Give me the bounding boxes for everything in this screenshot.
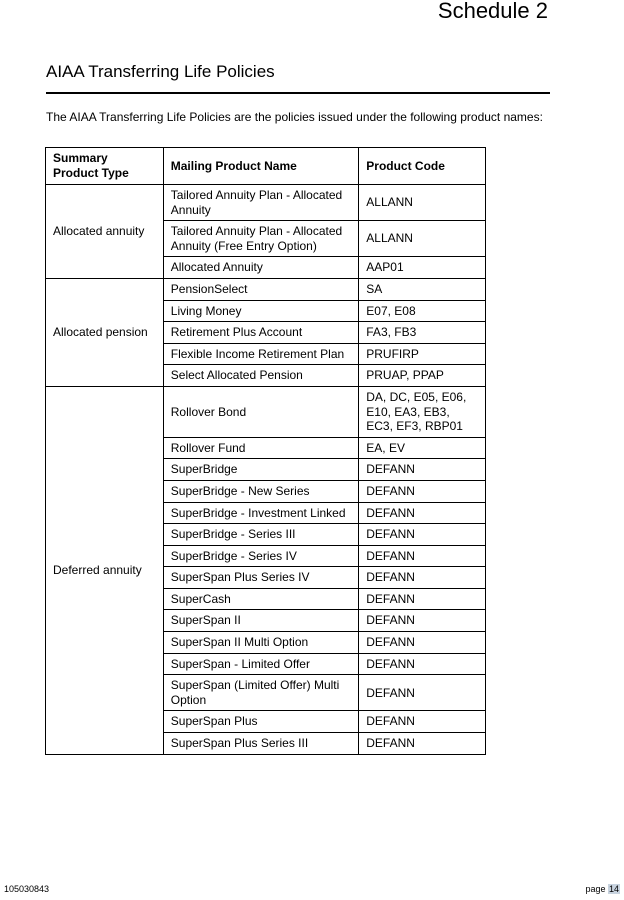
product-code-cell: DEFANN <box>359 733 486 755</box>
mailing-product-name-cell: SuperBridge - Investment Linked <box>163 502 359 524</box>
product-code-cell: FA3, FB3 <box>359 322 486 344</box>
product-table-body <box>46 185 486 755</box>
product-code-cell: DEFANN <box>359 480 486 502</box>
schedule-heading: Schedule 2 <box>437 0 548 23</box>
product-code-cell: AAP01 <box>359 257 486 279</box>
mailing-product-name-cell: Select Allocated Pension <box>163 365 359 387</box>
summary-product-type-cell: Allocated pension <box>46 278 164 386</box>
product-code-cell: PRUAP, PPAP <box>359 365 486 387</box>
mailing-product-name-cell: SuperBridge <box>163 459 359 481</box>
product-code-cell: DEFANN <box>359 502 486 524</box>
product-code-cell: DEFANN <box>359 610 486 632</box>
product-code-cell: DEFANN <box>359 524 486 546</box>
summary-product-type-cell: Deferred annuity <box>46 386 164 754</box>
mailing-product-name-cell: Rollover Fund <box>163 437 359 459</box>
title-divider <box>46 92 550 94</box>
product-code-cell: EA, EV <box>359 437 486 459</box>
table-row <box>46 185 486 221</box>
product-code-cell: DEFANN <box>359 653 486 675</box>
intro-paragraph: The AIAA Transferring Life Policies are the policies issued under the following product names: <box>46 110 543 124</box>
product-code-cell: DEFANN <box>359 711 486 733</box>
mailing-product-name-cell: Retirement Plus Account <box>163 322 359 344</box>
product-code-cell: DA, DC, E05, E06, E10, EA3, EB3, EC3, EF3, RBP01 <box>359 386 486 437</box>
table-row <box>46 386 486 437</box>
summary-product-type-cell: Allocated annuity <box>46 185 164 279</box>
product-code-cell: DEFANN <box>359 567 486 589</box>
product-code-cell: E07, E08 <box>359 300 486 322</box>
section-title: AIAA Transferring Life Policies <box>46 62 275 81</box>
product-code-cell: ALLANN <box>359 185 486 221</box>
mailing-product-name-cell: Tailored Annuity Plan - Allocated Annuity (Free Entry Option) <box>163 221 359 257</box>
mailing-product-name-cell: PensionSelect <box>163 278 359 300</box>
mailing-product-name-cell: Living Money <box>163 300 359 322</box>
mailing-product-name-cell: SuperSpan II Multi Option <box>163 632 359 654</box>
header-summary-product-type: Summary Product Type <box>46 148 164 185</box>
header-mailing-product-name: Mailing Product Name <box>163 148 359 185</box>
mailing-product-name-cell: SuperSpan (Limited Offer) Multi Option <box>163 675 359 711</box>
mailing-product-name-cell: SuperSpan II <box>163 610 359 632</box>
mailing-product-name-cell: SuperSpan Plus Series IV <box>163 567 359 589</box>
mailing-product-name-cell: SuperSpan Plus <box>163 711 359 733</box>
table-header-row <box>46 148 486 185</box>
document-number: 105030843 <box>4 884 50 894</box>
product-code-cell: DEFANN <box>359 588 486 610</box>
table-row <box>46 278 486 300</box>
mailing-product-name-cell: SuperSpan - Limited Offer <box>163 653 359 675</box>
page-indicator <box>585 884 620 894</box>
mailing-product-name-cell: SuperBridge - Series III <box>163 524 359 546</box>
mailing-product-name-cell: Flexible Income Retirement Plan <box>163 343 359 365</box>
product-code-cell: ALLANN <box>359 221 486 257</box>
product-table <box>45 147 486 755</box>
mailing-product-name-cell: SuperSpan Plus Series III <box>163 733 359 755</box>
mailing-product-name-cell: Rollover Bond <box>163 386 359 437</box>
product-code-cell: SA <box>359 278 486 300</box>
header-product-code: Product Code <box>359 148 486 185</box>
mailing-product-name-cell: SuperCash <box>163 588 359 610</box>
product-code-cell: DEFANN <box>359 632 486 654</box>
mailing-product-name-cell: Tailored Annuity Plan - Allocated Annuity <box>163 185 359 221</box>
mailing-product-name-cell: Allocated Annuity <box>163 257 359 279</box>
page-number: 14 <box>608 884 619 894</box>
product-code-cell: DEFANN <box>359 675 486 711</box>
mailing-product-name-cell: SuperBridge - New Series <box>163 480 359 502</box>
product-code-cell: DEFANN <box>359 545 486 567</box>
product-code-cell: DEFANN <box>359 459 486 481</box>
product-code-cell: PRUFIRP <box>359 343 486 365</box>
page-label: page <box>585 884 606 894</box>
mailing-product-name-cell: SuperBridge - Series IV <box>163 545 359 567</box>
